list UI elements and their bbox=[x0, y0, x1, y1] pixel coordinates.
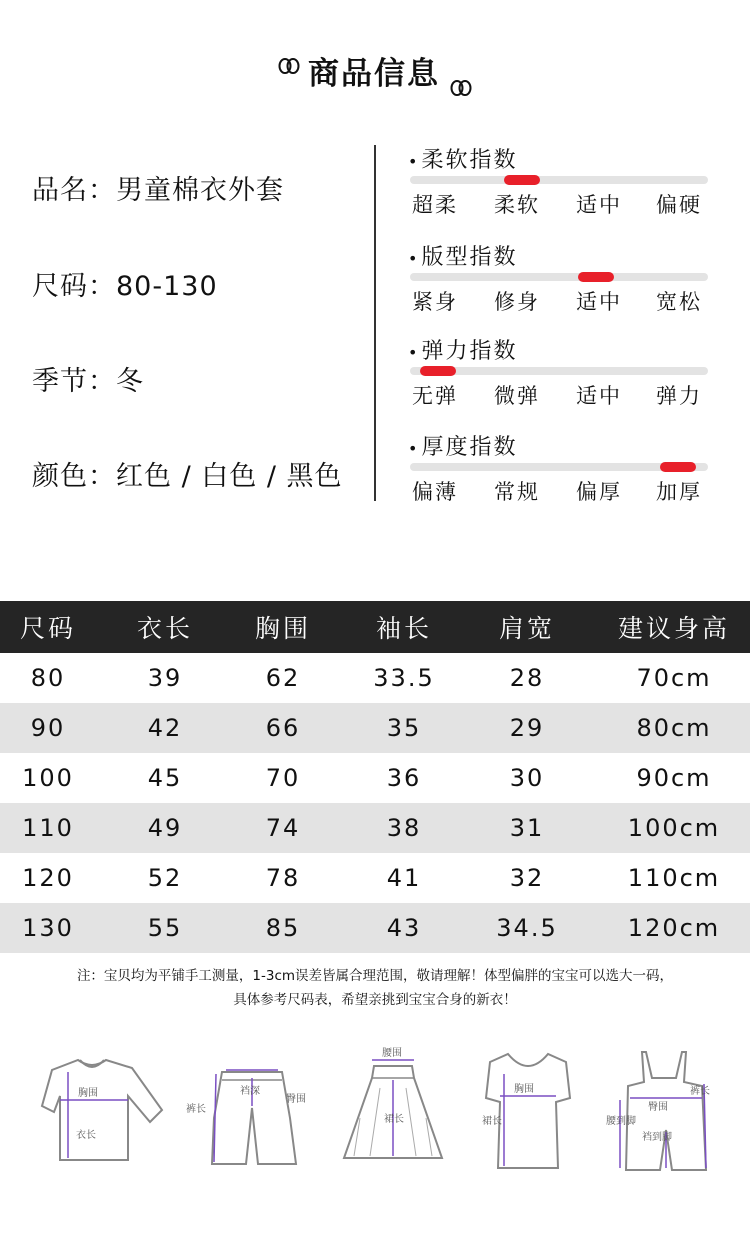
index-option: 偏厚 bbox=[576, 480, 622, 504]
diagram-label: 臀围 bbox=[286, 1094, 306, 1105]
index-title bbox=[408, 240, 517, 271]
info-label: 品名 bbox=[32, 175, 88, 206]
info-sep: ： bbox=[88, 271, 116, 302]
index-option: 微弹 bbox=[494, 384, 540, 408]
table-cell: 38 bbox=[386, 814, 422, 842]
diagram-label: 裤长 bbox=[690, 1086, 710, 1097]
table-cell: 28 bbox=[509, 664, 545, 692]
table-row bbox=[0, 753, 750, 803]
info-sep: ： bbox=[88, 366, 116, 397]
table-row bbox=[0, 703, 750, 753]
table-header-cell: 胸围 bbox=[254, 614, 311, 643]
index-option: 宽松 bbox=[656, 290, 702, 314]
index-track bbox=[410, 367, 708, 375]
table-header bbox=[0, 601, 750, 653]
bullet-icon: • bbox=[408, 152, 420, 171]
index-options bbox=[410, 286, 730, 314]
index-track bbox=[410, 273, 708, 281]
overalls-diagram-icon bbox=[606, 1048, 718, 1174]
table-cell: 120cm bbox=[627, 914, 721, 942]
diagram-label: 裙长 bbox=[482, 1116, 502, 1127]
table-cell: 39 bbox=[147, 664, 183, 692]
index-marker bbox=[578, 272, 614, 282]
table-cell: 30 bbox=[509, 764, 545, 792]
table-cell: 29 bbox=[509, 714, 545, 742]
index-title-text: 厚度指数 bbox=[421, 435, 518, 460]
table-header-cell: 尺码 bbox=[19, 614, 76, 643]
info-season bbox=[32, 359, 144, 398]
table-header-cell: 建议身高 bbox=[617, 614, 730, 643]
diagram-label: 臀围 bbox=[648, 1102, 668, 1113]
vertical-divider bbox=[374, 145, 376, 501]
table-cell: 36 bbox=[386, 764, 422, 792]
note-line-2: 具体参考尺码表，希望亲挑到宝宝合身的新衣！ bbox=[233, 992, 517, 1008]
info-label: 尺码 bbox=[32, 271, 88, 302]
index-marker bbox=[504, 175, 540, 185]
table-cell: 41 bbox=[386, 864, 422, 892]
info-value: 男童棉衣外套 bbox=[116, 175, 284, 206]
index-option: 适中 bbox=[576, 290, 622, 314]
index-option: 弹力 bbox=[656, 384, 702, 408]
table-header-cell: 袖长 bbox=[375, 614, 432, 643]
info-value: 80-130 bbox=[116, 271, 218, 302]
table-cell: 55 bbox=[147, 914, 183, 942]
index-track bbox=[410, 176, 708, 184]
dress-diagram-icon bbox=[478, 1048, 578, 1174]
info-value: 冬 bbox=[116, 366, 144, 397]
index-marker bbox=[660, 462, 696, 472]
table-header-cell: 衣长 bbox=[136, 614, 193, 643]
table-cell: 52 bbox=[147, 864, 183, 892]
info-size bbox=[32, 264, 218, 303]
index-option: 柔软 bbox=[494, 193, 540, 217]
page-title-text: 商品信息 bbox=[308, 56, 440, 92]
table-cell: 110 bbox=[22, 814, 74, 842]
pants-diagram-icon bbox=[186, 1048, 312, 1170]
index-option: 加厚 bbox=[656, 480, 702, 504]
table-cell: 110cm bbox=[627, 864, 721, 892]
index-options bbox=[410, 476, 730, 504]
table-cell: 42 bbox=[147, 714, 183, 742]
index-option: 适中 bbox=[576, 193, 622, 217]
index-title bbox=[408, 143, 517, 174]
table-header-cell: 肩宽 bbox=[498, 614, 555, 643]
diagram-label: 裙长 bbox=[384, 1114, 404, 1125]
paw-left-icon bbox=[278, 56, 300, 76]
index-option: 无弹 bbox=[412, 384, 458, 408]
skirt-diagram-icon bbox=[340, 1048, 446, 1164]
table-cell: 34.5 bbox=[496, 914, 558, 942]
index-option: 常规 bbox=[494, 480, 540, 504]
index-option: 超柔 bbox=[412, 193, 458, 217]
paw-right-icon bbox=[450, 78, 472, 98]
table-cell: 70cm bbox=[636, 664, 712, 692]
shirt-diagram-icon bbox=[40, 1048, 164, 1168]
index-option: 偏薄 bbox=[412, 480, 458, 504]
table-cell: 130 bbox=[22, 914, 74, 942]
table-row bbox=[0, 853, 750, 903]
index-option: 修身 bbox=[494, 290, 540, 314]
table-cell: 31 bbox=[509, 814, 545, 842]
page-title bbox=[0, 48, 750, 98]
bullet-icon: • bbox=[408, 343, 420, 362]
index-title-text: 弹力指数 bbox=[421, 339, 518, 364]
table-body bbox=[0, 653, 750, 953]
note-line-1: 注：宝贝均为平铺手工测量，1-3cm误差皆属合理范围，敬请理解！体型偏胖的宝宝可以选大一码， bbox=[76, 968, 674, 984]
table-cell: 49 bbox=[147, 814, 183, 842]
index-options bbox=[410, 380, 730, 408]
table-cell: 100 bbox=[22, 764, 74, 792]
table-cell: 85 bbox=[265, 914, 301, 942]
info-label: 季节 bbox=[32, 366, 88, 397]
info-sep: ： bbox=[88, 175, 116, 206]
table-row bbox=[0, 653, 750, 703]
bullet-icon: • bbox=[408, 439, 420, 458]
diagram-label: 裆深 bbox=[240, 1086, 260, 1097]
table-cell: 90 bbox=[30, 714, 66, 742]
table-cell: 120 bbox=[22, 864, 74, 892]
info-color bbox=[32, 454, 343, 493]
index-title-text: 版型指数 bbox=[421, 245, 518, 270]
table-cell: 43 bbox=[386, 914, 422, 942]
table-cell: 66 bbox=[265, 714, 301, 742]
diagram-label: 胸围 bbox=[514, 1084, 534, 1095]
index-marker bbox=[420, 366, 456, 376]
index-title-text: 柔软指数 bbox=[421, 148, 518, 173]
table-cell: 70 bbox=[265, 764, 301, 792]
diagram-label: 腰围 bbox=[382, 1048, 402, 1059]
table-cell: 80cm bbox=[636, 714, 712, 742]
info-name bbox=[32, 168, 284, 207]
info-label: 颜色 bbox=[32, 461, 88, 492]
table-cell: 78 bbox=[265, 864, 301, 892]
diagram-label: 裤长 bbox=[186, 1104, 206, 1115]
diagram-label: 衣长 bbox=[76, 1130, 96, 1141]
table-cell: 74 bbox=[265, 814, 301, 842]
index-title bbox=[408, 430, 517, 461]
table-row bbox=[0, 803, 750, 853]
index-option: 紧身 bbox=[412, 290, 458, 314]
diagram-label: 裆到脚 bbox=[642, 1132, 672, 1143]
size-table bbox=[0, 601, 750, 953]
table-cell: 32 bbox=[509, 864, 545, 892]
table-cell: 100cm bbox=[627, 814, 721, 842]
index-title bbox=[408, 334, 517, 365]
table-cell: 35 bbox=[386, 714, 422, 742]
info-sep: ： bbox=[88, 461, 116, 492]
index-track bbox=[410, 463, 708, 471]
index-option: 适中 bbox=[576, 384, 622, 408]
index-options bbox=[410, 189, 730, 217]
table-cell: 80 bbox=[30, 664, 66, 692]
table-cell: 90cm bbox=[636, 764, 712, 792]
table-cell: 62 bbox=[265, 664, 301, 692]
info-value: 红色 / 白色 / 黑色 bbox=[116, 461, 343, 492]
table-cell: 33.5 bbox=[373, 664, 435, 692]
table-cell: 45 bbox=[147, 764, 183, 792]
index-option: 偏硬 bbox=[656, 193, 702, 217]
diagram-label: 胸围 bbox=[78, 1088, 98, 1099]
table-row bbox=[0, 903, 750, 953]
diagram-label: 腰到脚 bbox=[606, 1116, 636, 1127]
bullet-icon: • bbox=[408, 249, 420, 268]
